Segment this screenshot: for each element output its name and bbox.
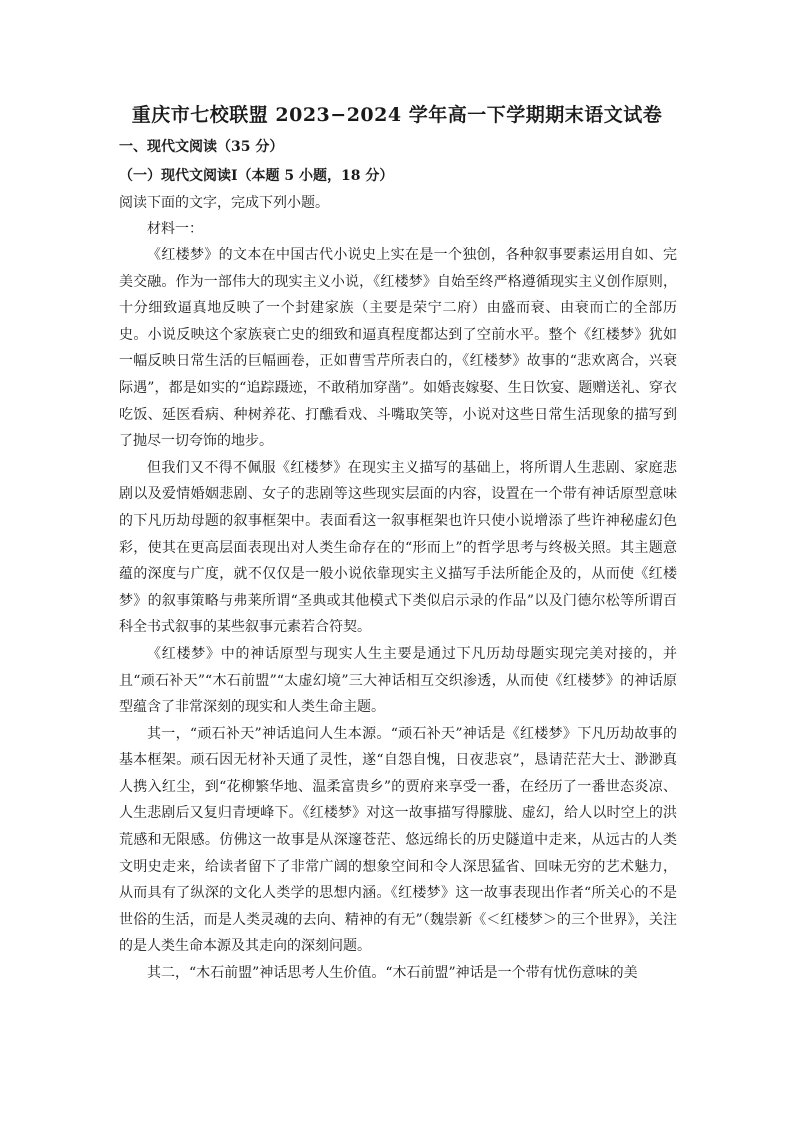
paragraph: 但我们又不得不佩服《红楼梦》在现实主义描写的基础上，将所谓人生悲剧、家庭悲剧以及爱情婚姻悲剧、女子的悲剧等这些现实层面的内容，设置在一个带有神话原型意味的下凡历劫母题的叙事框架中。表面看这一叙事框架也许只使小说增添了些许神秘虚幻色彩，使其在更高层面表现出对人类生命存在的“形而上”的哲学思考与终极关照。其主题意蕴的深度与广度，就不仅仅是一般小说依靠现实主义描写手法所能企及的，从而使《红楼梦》的叙事策略与弗莱所谓“圣典或其他模式下类似启示录的作品”以及门德尔松等所谓百科全书式叙事的某些叙事元素若合符契。 xyxy=(119,459,677,636)
material-label: 材料一： xyxy=(147,221,203,237)
section-heading: 一、现代文阅读（35 分） xyxy=(119,139,284,155)
subsection-heading: （一）现代文阅读Ⅰ（本题 5 小题，18 分） xyxy=(119,168,394,184)
paragraph: 《红楼梦》中的神话原型与现实人生主要是通过下凡历劫母题实现完美对接的，并且“顽石补天”“木石前盟”“太虚幻境”三大神话相互交织渗透，从而使《红楼梦》的神话原型蕴含了非常深刻的现实和人类生命主题。 xyxy=(119,645,677,716)
paragraph: 《红楼梦》的文本在中国古代小说史上实在是一个独创，各种叙事要素运用自如、完美交融。作为一部伟大的现实主义小说，《红楼梦》自始至终严格遵循现实主义创作原则，十分细致逼真地反映了一个封建家族（主要是荣宁二府）由盛而衰、由衰而亡的全部历史。小说反映这个家族衰亡史的细致和逼真程度都达到了空前水平。整个《红楼梦》犹如一幅反映日常生活的巨幅画卷，正如曹雪芹所表白的，《红楼梦》故事的“悲欢离合，兴衰际遇”，都是如实的“追踪蹑迹，不敢稍加穿凿”。如婚丧嫁娶、生日饮宴、题赠送礼、穿衣吃饭、延医看病、种树养花、打醮看戏、斗嘴取笑等，小说对这些日常生活现象的描写到了抛尽一切夸饰的地步。 xyxy=(119,247,677,450)
passage-body xyxy=(119,242,677,987)
paragraph: 其一，“顽石补天”神话追问人生本源。“顽石补天”神话是《红楼梦》下凡历劫故事的基本框架。顽石因无材补天通了灵性，遂“自怨自愧，日夜悲哀”，恳请茫茫大士、渺渺真人携入红尘，到“花柳繁华地、温柔富贵乡”的贾府来享受一番，在经历了一番世态炎凉、人生悲剧后又复归青埂峰下。《红楼梦》对这一故事描写得朦胧、虚幻，给人以时空上的洪荒感和无限感。仿佛这一故事是从深邃苍茫、悠远绵长的历史隧道中走来，从远古的人类文明史走来，给读者留下了非常广阔的想象空间和令人深思猛省、回味无穷的艺术魅力，从而具有了纵深的文化人类学的思想内涵。《红楼梦》这一故事表现出作者“所关心的不是世俗的生活，而是人类灵魂的去向、精神的有无”（魏崇新《＜红楼梦＞的三个世界》，关注的是人类生命本源及其走向的深刻问题。 xyxy=(119,725,677,955)
exam-title: 重庆市七校联盟 2023−2024 学年高一下学期期末语文试卷 xyxy=(131,104,663,126)
reading-instruction: 阅读下面的文字，完成下列小题。 xyxy=(119,195,329,211)
paragraph: 其二，“木石前盟”神话思考人生价值。“木石前盟”神话是一个带有忧伤意味的美 xyxy=(147,965,638,982)
